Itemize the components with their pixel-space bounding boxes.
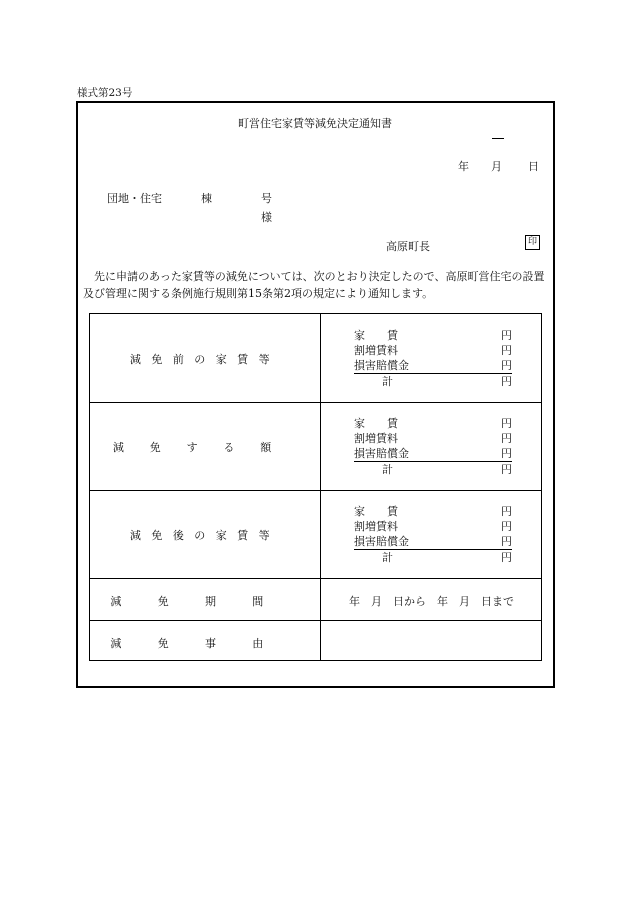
damages-line: 損害賠償金 円 bbox=[354, 535, 512, 548]
notice-body: 先に申請のあった家賃等の減免については、次のとおり決定したので、高原町営住宅の設置及び管理に関する条例施行規則第15条第2項の規定により通知します。 bbox=[83, 270, 545, 300]
row-divider bbox=[90, 578, 541, 579]
rent-line: 家 賃 円 bbox=[354, 417, 512, 430]
decision-table bbox=[89, 313, 542, 661]
date-month: 月 bbox=[491, 160, 502, 173]
addressee-complex: 団地・住宅 bbox=[107, 192, 162, 205]
surcharge-line: 割増賃料 円 bbox=[354, 344, 512, 357]
date-year: 年 bbox=[458, 160, 469, 173]
rent-line: 家 賃 円 bbox=[354, 329, 512, 342]
form-number: 様式第23号 bbox=[77, 87, 133, 99]
row-divider bbox=[90, 490, 541, 491]
row-label-reduction-period: 減免期間 bbox=[110, 595, 300, 608]
row-label-reduction-amount: 減免する額 bbox=[112, 441, 298, 454]
total-line: 計 円 bbox=[382, 375, 512, 388]
addressee-honorific: 様 bbox=[261, 211, 272, 224]
row-label-after-reduction: 減免後の家賃等 bbox=[129, 529, 281, 542]
addressee-unit: 棟 bbox=[201, 192, 212, 205]
total-line: 計 円 bbox=[382, 551, 512, 564]
issuer-name: 高原町長 bbox=[386, 240, 430, 253]
seal-mark: 印 bbox=[525, 235, 540, 250]
reduction-period-value: 年 月 日から 年 月 日まで bbox=[349, 595, 514, 608]
surcharge-line: 割増賃料 円 bbox=[354, 432, 512, 445]
reduction-reason-value[interactable] bbox=[321, 621, 542, 661]
document-title: 町営住宅家賃等減免決定通知書 bbox=[238, 117, 392, 130]
damages-line: 損害賠償金 円 bbox=[354, 447, 512, 460]
row-label-before-reduction: 減免前の家賃等 bbox=[129, 353, 281, 366]
row-label-reduction-reason: 減免事由 bbox=[110, 637, 300, 650]
rent-line: 家 賃 円 bbox=[354, 505, 512, 518]
surcharge-line: 割増賃料 円 bbox=[354, 520, 512, 533]
date-day: 日 bbox=[528, 160, 539, 173]
addressee-number: 号 bbox=[261, 192, 272, 205]
row-divider bbox=[90, 402, 541, 403]
date-dash bbox=[492, 138, 504, 139]
damages-line: 損害賠償金 円 bbox=[354, 359, 512, 372]
total-line: 計 円 bbox=[382, 463, 512, 476]
